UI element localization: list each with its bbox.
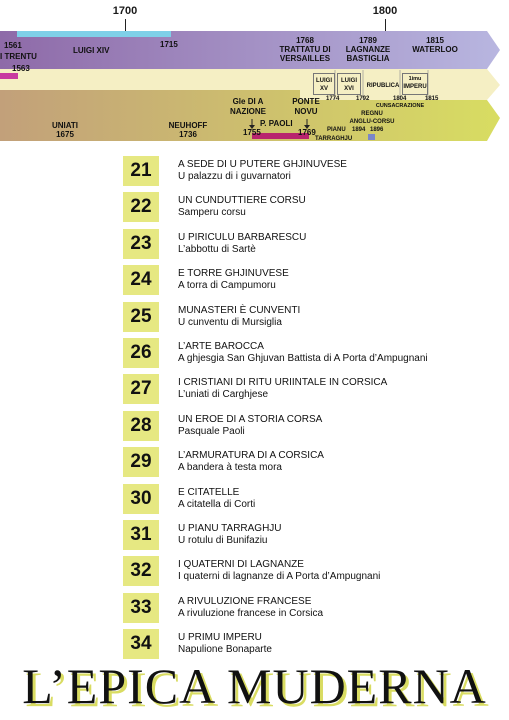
- list-item: [0, 338, 509, 374]
- ponte-line1: PONTE: [292, 97, 320, 106]
- chapter-subtitle: L’uniati di Carghjese: [178, 389, 269, 400]
- neuhoff-label: NEUHOFF: [168, 121, 208, 130]
- luigi15-line2: XV: [319, 86, 328, 92]
- list-item: [0, 229, 509, 265]
- lagnanze-line1: LAGNANZE: [345, 45, 391, 54]
- lagnanze-year: 1789: [359, 36, 377, 45]
- chapter-title: I QUATERNI DI LAGNANZE: [178, 559, 304, 570]
- paoli-end: 1769: [298, 128, 316, 137]
- imperu-end: 1815: [425, 96, 439, 102]
- chapter-title: L’ARMURATURA DI A CORSICA: [178, 450, 324, 461]
- ponte-line2: NOVU: [294, 107, 318, 116]
- trentu-year2: 1563: [12, 64, 30, 73]
- chapter-title: A SEDE DI U PUTERE GHJINUVESE: [178, 159, 347, 170]
- list-item: [0, 156, 509, 192]
- trentu-year: 1561: [4, 41, 22, 50]
- pianu-end: 1896: [370, 127, 384, 133]
- regnu-line1: REGNU: [361, 111, 383, 117]
- waterloo-year: 1815: [426, 36, 444, 45]
- chapter-title: U PRIMU IMPERU: [178, 632, 262, 643]
- chapter-number: 25: [123, 302, 159, 332]
- imperu-start: 1804: [393, 96, 407, 102]
- luigi15-line1: LUIGI: [316, 78, 332, 84]
- chapter-title: E TORRE GHJINUVESE: [178, 268, 289, 279]
- pianu-label: PIANU: [327, 127, 346, 133]
- chapter-number: 28: [123, 411, 159, 441]
- trentu-label: I TRENTU: [0, 52, 37, 61]
- pianu-bar: [368, 134, 375, 140]
- luigi15-end: 1774: [326, 96, 340, 102]
- cunsacrazione-label: CUNSACRAZIONE: [375, 103, 425, 109]
- chapter-subtitle: A rivuluzione francese in Corsica: [178, 608, 324, 619]
- chapter-subtitle: Pasquale Paoli: [178, 426, 245, 437]
- uniati-label: UNIATI: [51, 121, 79, 130]
- list-item: [0, 556, 509, 592]
- chapter-subtitle: L’abbottu di Sartè: [178, 244, 256, 255]
- luigi14-label: LUIGI XIV: [73, 46, 110, 55]
- waterloo-label: WATERLOO: [412, 45, 458, 54]
- page-title: L’EPICA MUDERNA: [22, 658, 487, 714]
- list-item: [0, 484, 509, 520]
- chapter-number: 21: [123, 156, 159, 186]
- chapter-subtitle: Samperu corsu: [178, 207, 246, 218]
- luigi16-line2: XVI: [344, 86, 354, 92]
- chapter-number: 31: [123, 520, 159, 550]
- imperu-line1: 1imu: [408, 76, 422, 82]
- year-label-1700: 1700: [112, 5, 138, 17]
- timeline: [0, 0, 509, 160]
- list-item: [0, 520, 509, 556]
- luigi16-line1: LUIGI: [341, 78, 357, 84]
- chapter-title: E CITATELLE: [178, 487, 240, 498]
- regnu-line2: ANGLU-CORSU: [349, 119, 395, 125]
- chapter-number: 33: [123, 593, 159, 623]
- chapter-number: 27: [123, 374, 159, 404]
- list-item: [0, 593, 509, 629]
- chapter-subtitle: A bandera à testa mora: [178, 462, 282, 473]
- lagnanze-line2: BASTIGLIA: [346, 54, 390, 63]
- nazione-line2: NAZIONE: [230, 107, 266, 116]
- imperu-line2: IMPERU: [403, 84, 427, 90]
- year-label-1800: 1800: [372, 5, 398, 17]
- chapter-subtitle: Napulione Bonaparte: [178, 644, 272, 655]
- paoli-label: P. PAOLI: [260, 119, 293, 128]
- tarraghju-label: TARRAGHJU: [315, 136, 353, 142]
- nazione-line1: Gle DI A: [232, 97, 264, 106]
- pianu-start: 1894: [352, 127, 366, 133]
- chapter-number: 26: [123, 338, 159, 368]
- chapter-subtitle: U cunventu di Mursiglia: [178, 317, 282, 328]
- versailles-year: 1768: [296, 36, 314, 45]
- chapter-number: 32: [123, 556, 159, 586]
- neuhoff-year: 1736: [179, 130, 197, 139]
- list-item: [0, 411, 509, 447]
- chapter-number: 30: [123, 484, 159, 514]
- chapter-subtitle: A torra di Campumoru: [178, 280, 276, 291]
- uniati-year: 1675: [56, 130, 74, 139]
- list-item: [0, 302, 509, 338]
- chapter-number: 23: [123, 229, 159, 259]
- chapter-number: 22: [123, 192, 159, 222]
- chapter-title: L’ARTE BAROCCA: [178, 341, 264, 352]
- chapter-title: UN CUNDUTTIERE CORSU: [178, 195, 306, 206]
- chapter-subtitle: U rotulu di Bunifaziu: [178, 535, 268, 546]
- chapter-title: U PIRICULU BARBARESCU: [178, 232, 307, 243]
- luigi16-end: 1792: [356, 96, 370, 102]
- chapter-number: 29: [123, 447, 159, 477]
- chapter-number: 24: [123, 265, 159, 295]
- list-item: [0, 265, 509, 301]
- versailles-line1: TRATTATU DI: [279, 45, 331, 54]
- trentu-bar: [0, 73, 18, 79]
- chapter-subtitle: A citatella di Corti: [178, 499, 256, 510]
- chapter-title: U PIANU TARRAGHJU: [178, 523, 282, 534]
- chapter-title: MUNASTERI È CUNVENTI: [178, 305, 301, 316]
- luigi14-end: 1715: [160, 40, 178, 49]
- chapter-title: A RIVULUZIONE FRANCESE: [178, 596, 312, 607]
- list-item: [0, 192, 509, 228]
- chapter-title: I CRISTIANI DI RITU URIINTALE IN CORSICA: [178, 377, 388, 388]
- list-item: [0, 374, 509, 410]
- luigi14-bar: [17, 31, 171, 37]
- list-item: [0, 447, 509, 483]
- nazione-year: 1755: [243, 128, 261, 137]
- chapter-title: UN EROE DI A STORIA CORSA: [178, 414, 323, 425]
- chapter-subtitle: I quaterni di lagnanze di A Porta d’Ampugnani: [178, 571, 381, 582]
- republica-label: RIPUBLICA: [366, 83, 400, 89]
- chapter-subtitle: A ghjesgia San Ghjuvan Battista di A Porta d’Ampugnani: [178, 353, 428, 364]
- versailles-line2: VERSAILLES: [279, 54, 331, 63]
- chapter-number: 34: [123, 629, 159, 659]
- chapter-subtitle: U palazzu di i guvarnatori: [178, 171, 291, 182]
